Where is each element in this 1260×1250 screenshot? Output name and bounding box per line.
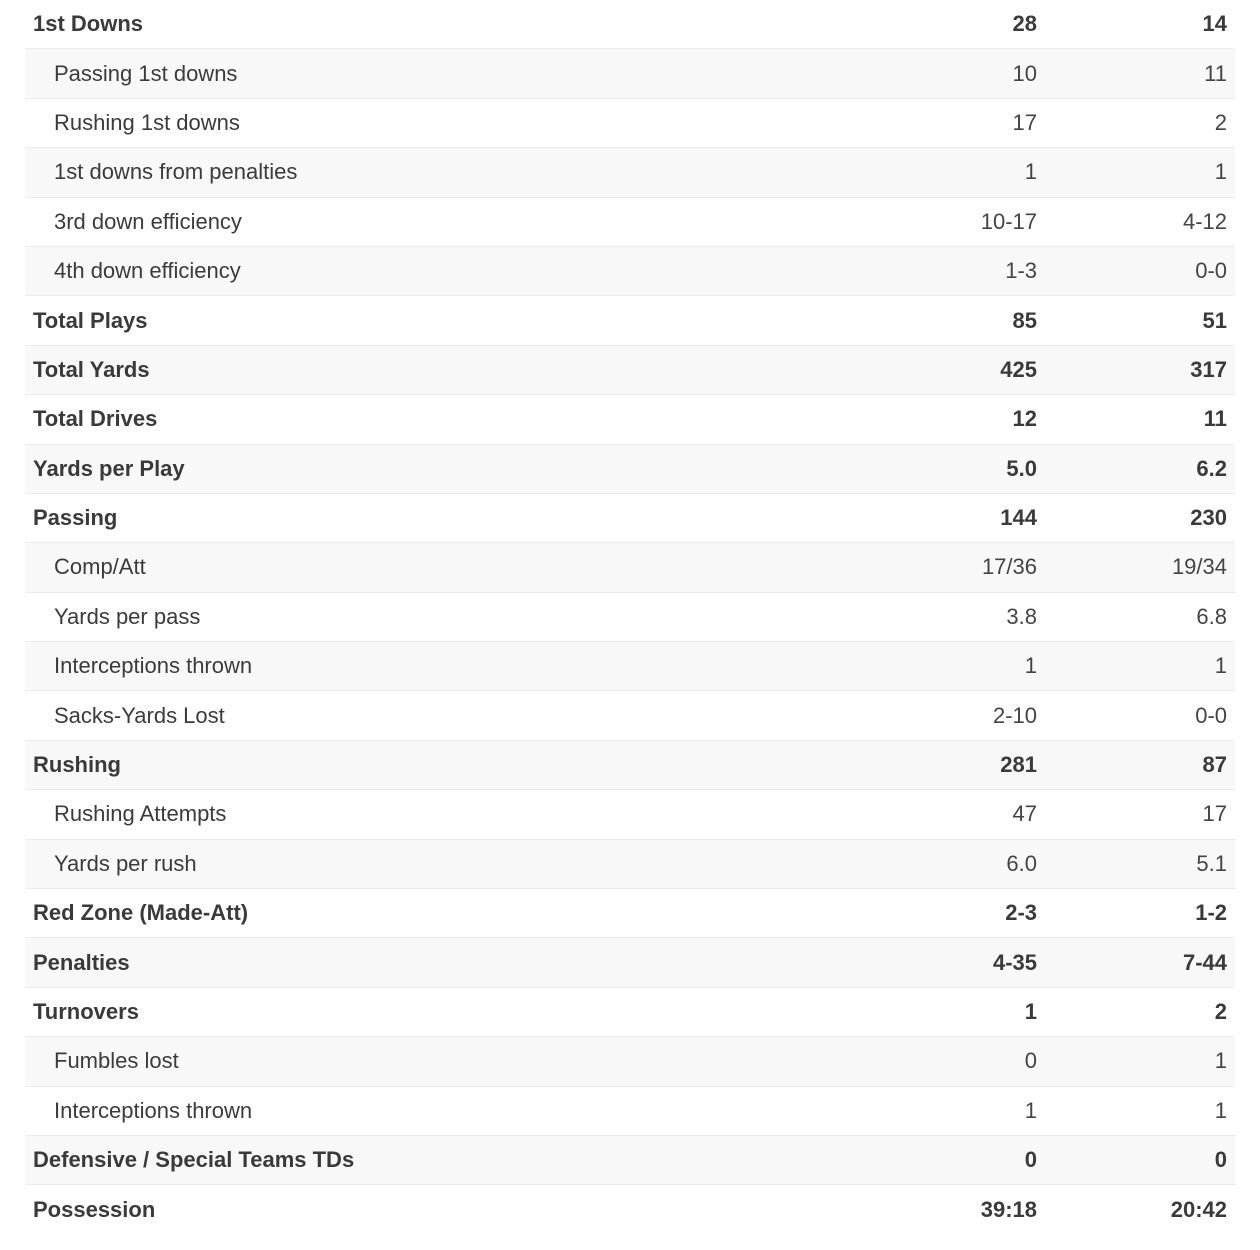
stat-row	[25, 741, 1235, 790]
stat-label: Passing	[33, 505, 118, 531]
stat-row	[25, 395, 1235, 444]
stat-value-home: 1	[1214, 1097, 1227, 1123]
stat-value-home: 6.2	[1196, 455, 1227, 481]
stat-value-away: 39:18	[980, 1197, 1037, 1223]
stat-row	[25, 49, 1235, 98]
stat-label: Comp/Att	[54, 554, 146, 580]
stat-row	[25, 1037, 1235, 1086]
stat-value-home: 0-0	[1195, 258, 1227, 284]
stat-row	[25, 938, 1235, 987]
stat-value-away: 1	[1024, 1097, 1037, 1123]
stat-row	[25, 247, 1235, 296]
stat-label: Yards per pass	[54, 603, 201, 629]
stat-row	[25, 148, 1235, 197]
stat-label: Sacks-Yards Lost	[54, 702, 225, 728]
stat-row	[25, 99, 1235, 148]
stat-label: Rushing 1st downs	[54, 109, 240, 135]
stat-value-away: 0	[1024, 1147, 1037, 1173]
stat-value-away: 10-17	[980, 208, 1037, 234]
stat-value-home: 317	[1190, 356, 1227, 382]
stat-value-away: 144	[1000, 505, 1037, 531]
stat-value-away: 1	[1024, 159, 1037, 185]
stat-label: Total Plays	[33, 307, 148, 333]
stat-value-home: 17	[1202, 801, 1227, 827]
stat-value-away: 17/36	[981, 554, 1037, 580]
stat-value-away: 47	[1012, 801, 1037, 827]
stat-row	[25, 198, 1235, 247]
stat-value-away: 281	[1000, 752, 1037, 778]
stat-value-home: 7-44	[1182, 949, 1227, 975]
stat-label: Interceptions thrown	[54, 653, 253, 679]
stat-value-away: 1	[1024, 999, 1037, 1024]
stat-row	[25, 1136, 1235, 1185]
stat-label: Turnovers	[33, 999, 139, 1024]
stat-row	[25, 494, 1235, 543]
stat-value-away: 1-3	[1005, 258, 1037, 284]
stat-value-home: 14	[1202, 11, 1227, 37]
stat-value-home: 6.8	[1196, 603, 1227, 629]
stat-row	[25, 593, 1235, 642]
stat-row	[25, 840, 1235, 889]
stat-row	[25, 790, 1235, 839]
stat-value-home: 1	[1214, 159, 1227, 185]
stat-value-home: 4-12	[1182, 208, 1227, 234]
stat-row	[25, 543, 1235, 592]
stat-label: Red Zone (Made-Att)	[33, 900, 249, 926]
stat-label: 1st downs from penalties	[54, 159, 298, 185]
stat-value-home: 5.1	[1196, 850, 1227, 876]
stat-value-away: 2-3	[1005, 900, 1037, 926]
stat-value-home: 19/34	[1171, 554, 1227, 580]
stat-value-home: 2	[1214, 999, 1227, 1024]
stat-value-home: 2	[1214, 109, 1227, 135]
stat-value-away: 4-35	[992, 949, 1037, 975]
stat-row	[25, 691, 1235, 740]
stat-row	[25, 1087, 1235, 1136]
stat-value-home: 87	[1202, 752, 1227, 778]
team-stats-table	[25, 0, 1235, 1235]
stat-row	[25, 889, 1235, 938]
stat-label: Total Drives	[33, 406, 158, 432]
stat-label: Yards per Play	[33, 455, 185, 481]
stat-value-away: 3.8	[1006, 603, 1037, 629]
stat-row	[25, 642, 1235, 691]
stat-label: Penalties	[33, 949, 130, 975]
stat-value-home: 11	[1204, 60, 1227, 86]
stat-label: 4th down efficiency	[54, 258, 241, 284]
stat-row	[25, 1185, 1235, 1234]
stat-value-away: 1	[1024, 653, 1037, 679]
stat-value-away: 5.0	[1006, 455, 1037, 481]
stat-value-home: 1	[1214, 1048, 1227, 1074]
stat-value-home: 230	[1190, 505, 1227, 531]
stat-value-home: 1	[1214, 653, 1227, 679]
stat-value-home: 11	[1203, 406, 1227, 432]
stat-label: Passing 1st downs	[54, 60, 238, 86]
stat-label: Rushing Attempts	[54, 801, 227, 827]
stat-label: Total Yards	[33, 356, 150, 382]
stat-value-away: 0	[1024, 1048, 1037, 1074]
stat-value-away: 425	[1000, 356, 1037, 382]
stat-label: Fumbles lost	[54, 1048, 179, 1074]
stat-row	[25, 988, 1235, 1037]
stat-row	[25, 445, 1235, 494]
stat-value-away: 85	[1012, 307, 1037, 333]
stat-value-away: 17	[1012, 109, 1037, 135]
stat-label: Interceptions thrown	[54, 1097, 253, 1123]
stat-value-away: 6.0	[1006, 850, 1037, 876]
stat-value-home: 51	[1202, 307, 1227, 333]
stat-label: Yards per rush	[54, 850, 197, 876]
stat-label: Possession	[33, 1197, 156, 1223]
stat-label: 1st Downs	[33, 11, 144, 37]
stat-label: Defensive / Special Teams TDs	[33, 1147, 355, 1173]
stat-row	[25, 346, 1235, 395]
stat-value-away: 10	[1012, 60, 1037, 86]
stat-value-away: 2-10	[992, 702, 1037, 728]
stat-value-home: 20:42	[1170, 1197, 1227, 1223]
stat-value-home: 1-2	[1195, 900, 1227, 926]
stat-row	[25, 296, 1235, 345]
stat-value-home: 0-0	[1195, 702, 1227, 728]
stat-label: 3rd down efficiency	[54, 208, 242, 234]
stat-value-away: 28	[1012, 11, 1037, 37]
stat-label: Rushing	[33, 752, 121, 778]
stat-value-away: 12	[1012, 406, 1037, 432]
stat-row	[25, 0, 1235, 49]
stat-value-home: 0	[1214, 1147, 1227, 1173]
